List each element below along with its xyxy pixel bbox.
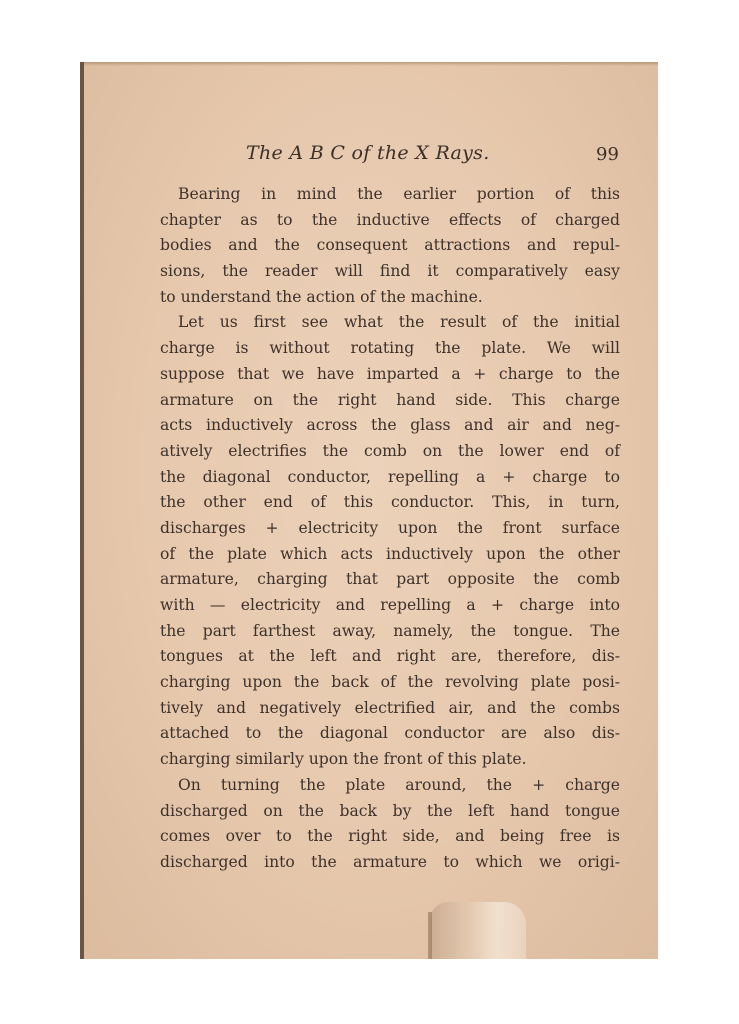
- text-line: chapter as to the inductive effects of charged: [160, 210, 620, 229]
- text-line: bodies and the consequent attractions and repul-: [160, 236, 620, 255]
- scanned-page: [80, 62, 658, 959]
- text-line: tively and negatively electrified air, and the combs: [160, 698, 620, 717]
- text-line: suppose that we have imparted a + charge to the: [160, 364, 620, 383]
- text-line: acts inductively across the glass and air and neg-: [160, 416, 620, 435]
- page-number: 99: [596, 144, 619, 165]
- thumb-shadow: [430, 902, 526, 959]
- text-line: Bearing in mind the earlier portion of this: [178, 185, 620, 203]
- text-line: tongues at the left and right are, therefore, dis-: [160, 647, 620, 666]
- text-line: On turning the plate around, the + charge: [178, 775, 620, 794]
- text-line: charging similarly upon the front of this plate.: [160, 750, 527, 769]
- text-line: to understand the action of the machine.: [160, 287, 483, 306]
- running-title: The A B C of the X Rays.: [246, 142, 490, 164]
- text-line: armature, charging that part opposite the comb: [160, 570, 620, 589]
- text-line: sions, the reader will find it comparatively easy: [160, 262, 620, 281]
- text-line: charging upon the back of the revolving plate posi-: [160, 673, 620, 692]
- text-line: discharged on the back by the left hand tongue: [160, 801, 620, 820]
- text-line: atively electrifies the comb on the lower end of: [160, 441, 620, 460]
- text-line: Let us first see what the result of the initial: [178, 313, 620, 332]
- text-line: attached to the diagonal conductor are also dis-: [160, 724, 620, 743]
- running-head: [84, 142, 658, 172]
- body-text: [160, 182, 620, 876]
- text-line: the other end of this conductor. This, in turn,: [160, 493, 620, 512]
- text-line: discharged into the armature to which we origi-: [160, 852, 620, 871]
- text-line: the part farthest away, namely, the tongue. The: [160, 621, 620, 640]
- text-line: armature on the right hand side. This charge: [160, 390, 620, 409]
- text-line: charge is without rotating the plate. We will: [160, 339, 620, 358]
- page-top-edge: [84, 62, 658, 66]
- text-line: the diagonal conductor, repelling a + charge to: [160, 467, 620, 486]
- text-line: comes over to the right side, and being free is: [160, 827, 620, 846]
- text-line: of the plate which acts inductively upon the other: [160, 544, 620, 563]
- text-line: discharges + electricity upon the front surface: [160, 518, 620, 537]
- text-line: with — electricity and repelling a + charge into: [160, 596, 620, 614]
- thumb-edge: [428, 912, 432, 959]
